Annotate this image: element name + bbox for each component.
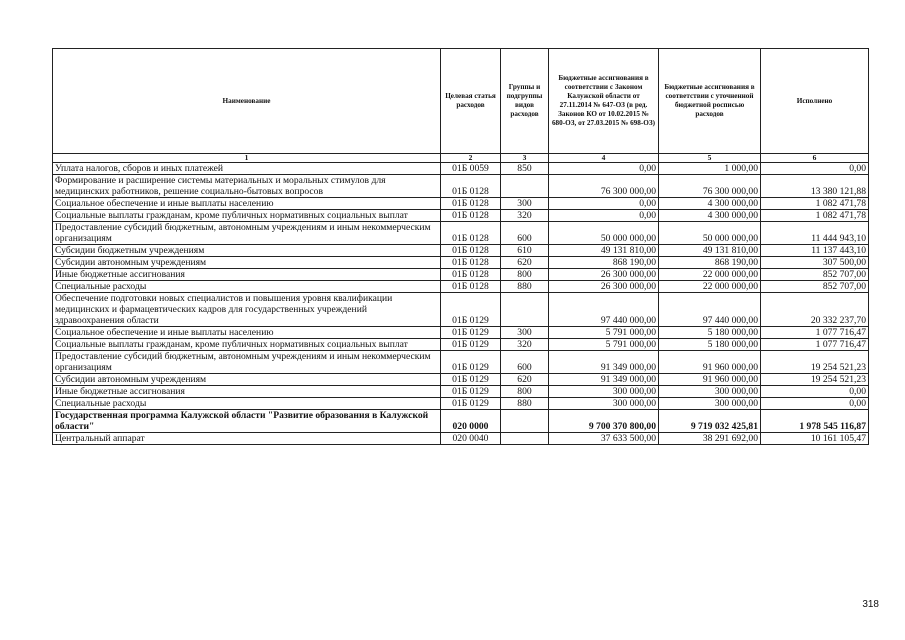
row-executed-amount: 13 380 121,88 [761, 175, 869, 198]
table-row [53, 293, 869, 327]
row-name: Иные бюджетные ассигнования [53, 269, 441, 281]
row-target-article: 01Б 0128 [441, 198, 501, 210]
column-number: 2 [441, 154, 501, 163]
row-law-amount: 91 349 000,00 [549, 351, 659, 374]
row-expense-group: 300 [501, 327, 549, 339]
header-target-article: Целевая статья расходов [441, 49, 501, 154]
row-revised-amount: 4 300 000,00 [659, 198, 761, 210]
row-target-article: 01Б 0129 [441, 386, 501, 398]
row-revised-amount: 49 131 810,00 [659, 245, 761, 257]
row-revised-amount: 38 291 692,00 [659, 433, 761, 445]
row-executed-amount: 852 707,00 [761, 281, 869, 293]
table-row [53, 210, 869, 222]
row-executed-amount: 1 077 716,47 [761, 339, 869, 351]
row-law-amount: 300 000,00 [549, 398, 659, 410]
row-target-article: 020 0000 [441, 410, 501, 433]
table-row [53, 175, 869, 198]
row-target-article: 01Б 0129 [441, 327, 501, 339]
row-expense-group [501, 410, 549, 433]
table-row [53, 198, 869, 210]
row-law-amount: 0,00 [549, 163, 659, 175]
header-name: Наименование [53, 49, 441, 154]
row-target-article: 01Б 0129 [441, 339, 501, 351]
row-executed-amount: 852 707,00 [761, 269, 869, 281]
row-target-article: 020 0040 [441, 433, 501, 445]
row-executed-amount: 11 444 943,10 [761, 222, 869, 245]
row-executed-amount: 1 082 471,78 [761, 210, 869, 222]
table-row [53, 351, 869, 374]
row-revised-amount: 5 180 000,00 [659, 339, 761, 351]
row-name: Субсидии автономным учреждениям [53, 374, 441, 386]
header-expense-group: Группы и подгруппы видов расходов [501, 49, 549, 154]
row-name: Уплата налогов, сборов и иных платежей [53, 163, 441, 175]
row-executed-amount: 19 254 521,23 [761, 374, 869, 386]
row-revised-amount: 91 960 000,00 [659, 374, 761, 386]
column-number: 4 [549, 154, 659, 163]
row-target-article: 01Б 0129 [441, 374, 501, 386]
header-executed: Исполнено [761, 49, 869, 154]
row-executed-amount: 307 500,00 [761, 257, 869, 269]
row-target-article: 01Б 0128 [441, 257, 501, 269]
row-expense-group: 300 [501, 198, 549, 210]
row-target-article: 01Б 0128 [441, 222, 501, 245]
table-header-row [53, 49, 869, 154]
row-revised-amount: 300 000,00 [659, 398, 761, 410]
table-row [53, 433, 869, 445]
table-row [53, 245, 869, 257]
row-target-article: 01Б 0129 [441, 398, 501, 410]
row-expense-group: 600 [501, 351, 549, 374]
row-revised-amount: 22 000 000,00 [659, 269, 761, 281]
table-row [53, 222, 869, 245]
row-executed-amount: 20 332 237,70 [761, 293, 869, 327]
row-expense-group [501, 433, 549, 445]
row-name: Обеспечение подготовки новых специалистов и повышения уровня квалификации медицинских и фармацевтических кадров для государственных учреждений здравоохранения области [53, 293, 441, 327]
row-expense-group: 800 [501, 269, 549, 281]
column-number: 6 [761, 154, 869, 163]
row-law-amount: 9 700 370 800,00 [549, 410, 659, 433]
row-expense-group: 610 [501, 245, 549, 257]
row-revised-amount: 4 300 000,00 [659, 210, 761, 222]
row-expense-group: 620 [501, 374, 549, 386]
table-row [53, 163, 869, 175]
row-executed-amount: 1 077 716,47 [761, 327, 869, 339]
row-name: Социальные выплаты гражданам, кроме публичных нормативных социальных выплат [53, 339, 441, 351]
column-number: 5 [659, 154, 761, 163]
row-executed-amount: 19 254 521,23 [761, 351, 869, 374]
row-expense-group: 850 [501, 163, 549, 175]
row-expense-group: 880 [501, 398, 549, 410]
row-law-amount: 868 190,00 [549, 257, 659, 269]
row-name: Специальные расходы [53, 281, 441, 293]
row-expense-group: 600 [501, 222, 549, 245]
row-law-amount: 50 000 000,00 [549, 222, 659, 245]
row-law-amount: 5 791 000,00 [549, 339, 659, 351]
row-law-amount: 300 000,00 [549, 386, 659, 398]
row-revised-amount: 22 000 000,00 [659, 281, 761, 293]
row-expense-group: 320 [501, 210, 549, 222]
row-executed-amount: 10 161 105,47 [761, 433, 869, 445]
row-law-amount: 26 300 000,00 [549, 281, 659, 293]
row-law-amount: 5 791 000,00 [549, 327, 659, 339]
row-name: Социальное обеспечение и иные выплаты населению [53, 327, 441, 339]
table-row [53, 374, 869, 386]
table-row [53, 386, 869, 398]
table-row [53, 410, 869, 433]
row-target-article: 01Б 0128 [441, 210, 501, 222]
row-expense-group: 620 [501, 257, 549, 269]
row-expense-group: 800 [501, 386, 549, 398]
page-number: 318 [862, 599, 879, 610]
row-name: Центральный аппарат [53, 433, 441, 445]
row-revised-amount: 868 190,00 [659, 257, 761, 269]
row-executed-amount: 0,00 [761, 398, 869, 410]
row-name: Субсидии автономным учреждениям [53, 257, 441, 269]
row-name: Государственная программа Калужской области "Развитие образования в Калужской области" [53, 410, 441, 433]
row-executed-amount: 0,00 [761, 386, 869, 398]
row-law-amount: 97 440 000,00 [549, 293, 659, 327]
column-number: 3 [501, 154, 549, 163]
row-target-article: 01Б 0129 [441, 293, 501, 327]
row-name: Социальное обеспечение и иные выплаты населению [53, 198, 441, 210]
row-law-amount: 0,00 [549, 210, 659, 222]
table-row [53, 398, 869, 410]
row-revised-amount: 9 719 032 425,81 [659, 410, 761, 433]
header-revised-allocations: Бюджетные ассигнования в соответствии с уточненной бюджетной росписью расходов [659, 49, 761, 154]
row-executed-amount: 1 978 545 116,87 [761, 410, 869, 433]
row-revised-amount: 1 000,00 [659, 163, 761, 175]
row-executed-amount: 0,00 [761, 163, 869, 175]
row-revised-amount: 5 180 000,00 [659, 327, 761, 339]
row-expense-group [501, 293, 549, 327]
row-revised-amount: 50 000 000,00 [659, 222, 761, 245]
row-revised-amount: 76 300 000,00 [659, 175, 761, 198]
row-law-amount: 0,00 [549, 198, 659, 210]
row-target-article: 01Б 0128 [441, 175, 501, 198]
row-law-amount: 76 300 000,00 [549, 175, 659, 198]
row-target-article: 01Б 0128 [441, 245, 501, 257]
row-law-amount: 49 131 810,00 [549, 245, 659, 257]
row-executed-amount: 1 082 471,78 [761, 198, 869, 210]
row-name: Иные бюджетные ассигнования [53, 386, 441, 398]
row-expense-group: 320 [501, 339, 549, 351]
row-law-amount: 91 349 000,00 [549, 374, 659, 386]
table-row [53, 339, 869, 351]
row-name: Социальные выплаты гражданам, кроме публичных нормативных социальных выплат [53, 210, 441, 222]
table-row [53, 327, 869, 339]
row-revised-amount: 91 960 000,00 [659, 351, 761, 374]
row-target-article: 01Б 0128 [441, 269, 501, 281]
row-name: Предоставление субсидий бюджетным, автономным учреждениям и иным некоммерческим организациям [53, 351, 441, 374]
budget-table [52, 48, 869, 445]
row-name: Предоставление субсидий бюджетным, автономным учреждениям и иным некоммерческим организациям [53, 222, 441, 245]
row-law-amount: 26 300 000,00 [549, 269, 659, 281]
row-law-amount: 37 633 500,00 [549, 433, 659, 445]
row-revised-amount: 300 000,00 [659, 386, 761, 398]
row-name: Специальные расходы [53, 398, 441, 410]
table-row [53, 281, 869, 293]
table-row [53, 257, 869, 269]
header-law-allocations: Бюджетные ассигнования в соответствии с Законом Калужской области от 27.11.2014 № 647-ОЗ (в ред. Законов КО от 10.02.2015 № 680-ОЗ, от 27.03.2015 № 698-ОЗ) [549, 49, 659, 154]
row-target-article: 01Б 0128 [441, 281, 501, 293]
column-number-row [53, 154, 869, 163]
row-executed-amount: 11 137 443,10 [761, 245, 869, 257]
row-target-article: 01Б 0059 [441, 163, 501, 175]
row-name: Формирование и расширение системы материальных и моральных стимулов для медицинских работников, решение социально-бытовых вопросов [53, 175, 441, 198]
row-name: Субсидии бюджетным учреждениям [53, 245, 441, 257]
row-revised-amount: 97 440 000,00 [659, 293, 761, 327]
budget-table-sheet [52, 48, 868, 445]
column-number: 1 [53, 154, 441, 163]
row-expense-group: 880 [501, 281, 549, 293]
row-expense-group [501, 175, 549, 198]
table-row [53, 269, 869, 281]
row-target-article: 01Б 0129 [441, 351, 501, 374]
